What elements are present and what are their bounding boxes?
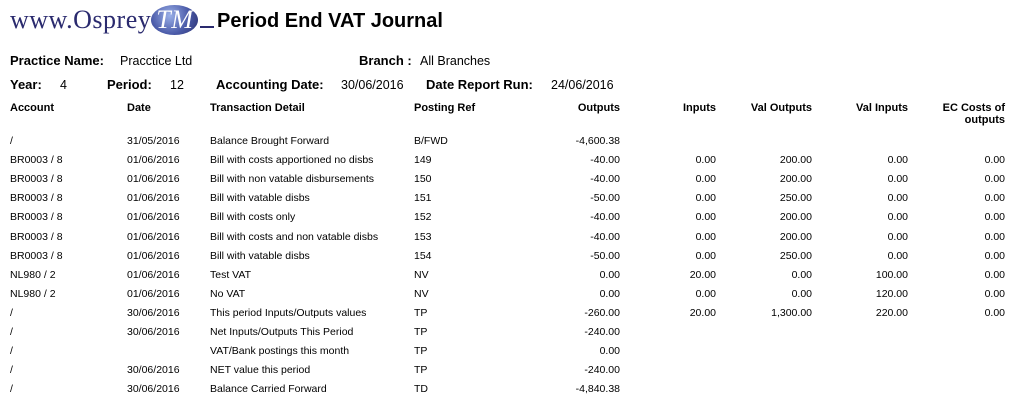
cell-inputs: 0.00 — [695, 287, 716, 300]
period-label: Period: — [107, 77, 152, 92]
cell-date: 01/06/2016 — [127, 173, 180, 186]
cell-account: / — [10, 345, 13, 358]
cell-date: 01/06/2016 — [127, 211, 180, 224]
cell-date: 01/06/2016 — [127, 154, 180, 167]
cell-transaction-detail: Balance Carried Forward — [210, 383, 327, 396]
cell-ec-costs: 0.00 — [984, 211, 1005, 224]
logo-underline — [200, 26, 214, 28]
cell-outputs: -50.00 — [590, 192, 620, 205]
cell-val-inputs: 0.00 — [887, 154, 908, 167]
cell-posting-ref: B/FWD — [414, 135, 448, 147]
cell-account: NL980 / 2 — [10, 268, 56, 281]
header-posting-ref: Posting Ref — [414, 102, 476, 114]
cell-transaction-detail: Bill with non vatable disbursements — [210, 173, 375, 186]
cell-date: 01/06/2016 — [127, 192, 180, 205]
cell-val-outputs: 0.00 — [791, 268, 812, 281]
cell-outputs: -50.00 — [590, 249, 620, 262]
cell-val-inputs: 120.00 — [875, 287, 908, 300]
cell-account: / — [10, 383, 13, 396]
cell-outputs: -260.00 — [584, 306, 620, 319]
year-value: 4 — [60, 78, 67, 92]
cell-transaction-detail: NET value this period — [210, 364, 311, 377]
header-inputs: Inputs — [683, 102, 716, 114]
cell-ec-costs: 0.00 — [984, 173, 1005, 186]
cell-account: BR0003 / 8 — [10, 249, 63, 262]
accounting-date-value: 30/06/2016 — [341, 78, 404, 92]
table-row — [0, 135, 1024, 154]
cell-date: 01/06/2016 — [127, 230, 180, 243]
table-row — [0, 231, 1024, 250]
cell-outputs: -40.00 — [590, 154, 620, 167]
cell-val-inputs: 0.00 — [887, 211, 908, 224]
table-row — [0, 154, 1024, 173]
cell-account: BR0003 / 8 — [10, 154, 63, 167]
header-val-outputs: Val Outputs — [750, 102, 812, 114]
cell-date: 30/06/2016 — [127, 364, 180, 377]
header-outputs: Outputs — [577, 102, 620, 114]
cell-transaction-detail: Net Inputs/Outputs This Period — [210, 326, 354, 338]
logo-tm-badge: TM — [151, 5, 198, 35]
cell-ec-costs: 0.00 — [984, 154, 1005, 167]
table-row — [0, 211, 1024, 230]
header-val-inputs: Val Inputs — [856, 102, 908, 114]
cell-outputs: -4,600.38 — [575, 135, 620, 147]
cell-transaction-detail: Bill with costs apportioned no disbs — [210, 154, 374, 167]
logo-text: www.Osprey — [10, 5, 152, 34]
cell-posting-ref: TP — [414, 306, 428, 319]
table-row — [0, 383, 1024, 402]
cell-transaction-detail: Test VAT — [210, 268, 252, 281]
cell-date: 01/06/2016 — [127, 268, 180, 281]
cell-transaction-detail: Bill with vatable disbs — [210, 192, 310, 205]
cell-account: / — [10, 364, 13, 377]
cell-inputs: 0.00 — [695, 249, 716, 262]
table-row — [0, 364, 1024, 383]
cell-account: BR0003 / 8 — [10, 192, 63, 205]
cell-date: 30/06/2016 — [127, 383, 180, 396]
cell-outputs: -40.00 — [590, 230, 620, 243]
cell-transaction-detail: Bill with costs only — [210, 211, 296, 224]
period-value: 12 — [170, 78, 184, 92]
cell-inputs: 0.00 — [695, 192, 716, 205]
cell-outputs: 0.00 — [599, 287, 620, 300]
cell-posting-ref: TD — [414, 383, 428, 396]
header-transaction-detail: Transaction Detail — [210, 102, 305, 114]
table-row — [0, 173, 1024, 192]
cell-val-inputs: 220.00 — [875, 306, 908, 319]
cell-outputs: -40.00 — [590, 211, 620, 224]
cell-posting-ref: 153 — [414, 230, 432, 243]
header-ec-costs-line2: outputs — [964, 114, 1005, 126]
branch-label: Branch : — [359, 53, 412, 68]
cell-posting-ref: 152 — [414, 211, 432, 224]
cell-val-outputs: 0.00 — [791, 287, 812, 300]
cell-val-inputs: 0.00 — [887, 230, 908, 243]
cell-val-outputs: 250.00 — [779, 192, 812, 205]
cell-ec-costs: 0.00 — [984, 192, 1005, 205]
report-run-value: 24/06/2016 — [551, 78, 614, 92]
cell-inputs: 0.00 — [695, 230, 716, 243]
cell-posting-ref: 154 — [414, 249, 432, 262]
cell-ec-costs: 0.00 — [984, 249, 1005, 262]
cell-val-outputs: 250.00 — [779, 249, 812, 262]
cell-posting-ref: 151 — [414, 192, 432, 205]
cell-val-inputs: 100.00 — [875, 268, 908, 281]
cell-inputs: 0.00 — [695, 154, 716, 167]
practice-name-value: Pracctice Ltd — [120, 54, 193, 68]
cell-posting-ref: 149 — [414, 154, 432, 167]
report-run-label: Date Report Run: — [426, 77, 533, 92]
cell-val-outputs: 200.00 — [779, 230, 812, 243]
cell-outputs: 0.00 — [599, 268, 620, 281]
cell-val-outputs: 200.00 — [779, 173, 812, 186]
cell-ec-costs: 0.00 — [984, 306, 1005, 319]
cell-transaction-detail: Bill with costs and non vatable disbs — [210, 230, 379, 243]
cell-account: / — [10, 306, 13, 319]
cell-posting-ref: TP — [414, 345, 428, 358]
cell-posting-ref: TP — [414, 364, 428, 377]
cell-val-outputs: 200.00 — [779, 211, 812, 224]
cell-outputs: -240.00 — [584, 364, 620, 377]
cell-val-inputs: 0.00 — [887, 173, 908, 186]
cell-outputs: 0.00 — [599, 345, 620, 358]
cell-date: 01/06/2016 — [127, 249, 180, 262]
report-title: Period End VAT Journal — [217, 10, 443, 32]
cell-ec-costs: 0.00 — [984, 268, 1005, 281]
cell-val-inputs: 0.00 — [887, 192, 908, 205]
table-row — [0, 250, 1024, 269]
cell-ec-costs: 0.00 — [984, 287, 1005, 300]
cell-val-inputs: 0.00 — [887, 249, 908, 262]
cell-posting-ref: TP — [414, 326, 428, 338]
cell-transaction-detail: This period Inputs/Outputs values — [210, 306, 367, 319]
cell-account: NL980 / 2 — [10, 287, 56, 300]
cell-date: 31/05/2016 — [127, 135, 180, 147]
header-date: Date — [127, 102, 151, 114]
cell-outputs: -40.00 — [590, 173, 620, 186]
cell-outputs: -240.00 — [584, 326, 620, 338]
cell-date: 30/06/2016 — [127, 306, 180, 319]
cell-account: / — [10, 326, 13, 338]
cell-inputs: 20.00 — [689, 268, 716, 281]
table-row — [0, 269, 1024, 288]
cell-date: 01/06/2016 — [127, 287, 180, 300]
header-ec-costs-line1: EC Costs of — [942, 102, 1005, 114]
osprey-logo — [10, 5, 214, 35]
cell-date: 30/06/2016 — [127, 326, 180, 338]
header-account: Account — [10, 102, 54, 114]
cell-posting-ref: NV — [414, 268, 429, 281]
table-row — [0, 192, 1024, 211]
cell-outputs: -4,840.38 — [575, 383, 620, 396]
cell-account: BR0003 / 8 — [10, 230, 63, 243]
table-row — [0, 307, 1024, 326]
cell-inputs: 0.00 — [695, 211, 716, 224]
cell-account: BR0003 / 8 — [10, 211, 63, 224]
table-row — [0, 326, 1024, 345]
cell-inputs: 0.00 — [695, 173, 716, 186]
year-label: Year: — [10, 77, 42, 92]
table-row — [0, 345, 1024, 364]
cell-account: / — [10, 135, 13, 147]
cell-account: BR0003 / 8 — [10, 173, 63, 186]
cell-posting-ref: NV — [414, 287, 429, 300]
cell-transaction-detail: Balance Brought Forward — [210, 135, 330, 147]
cell-val-outputs: 1,300.00 — [771, 306, 812, 319]
cell-posting-ref: 150 — [414, 173, 432, 186]
cell-transaction-detail: Bill with vatable disbs — [210, 249, 310, 262]
cell-inputs: 20.00 — [689, 306, 716, 319]
practice-name-label: Practice Name: — [10, 53, 104, 68]
cell-transaction-detail: No VAT — [210, 287, 246, 300]
cell-val-outputs: 200.00 — [779, 154, 812, 167]
cell-transaction-detail: VAT/Bank postings this month — [210, 345, 350, 358]
accounting-date-label: Accounting Date: — [216, 77, 324, 92]
cell-ec-costs: 0.00 — [984, 230, 1005, 243]
table-row — [0, 288, 1024, 307]
branch-value: All Branches — [420, 54, 491, 68]
